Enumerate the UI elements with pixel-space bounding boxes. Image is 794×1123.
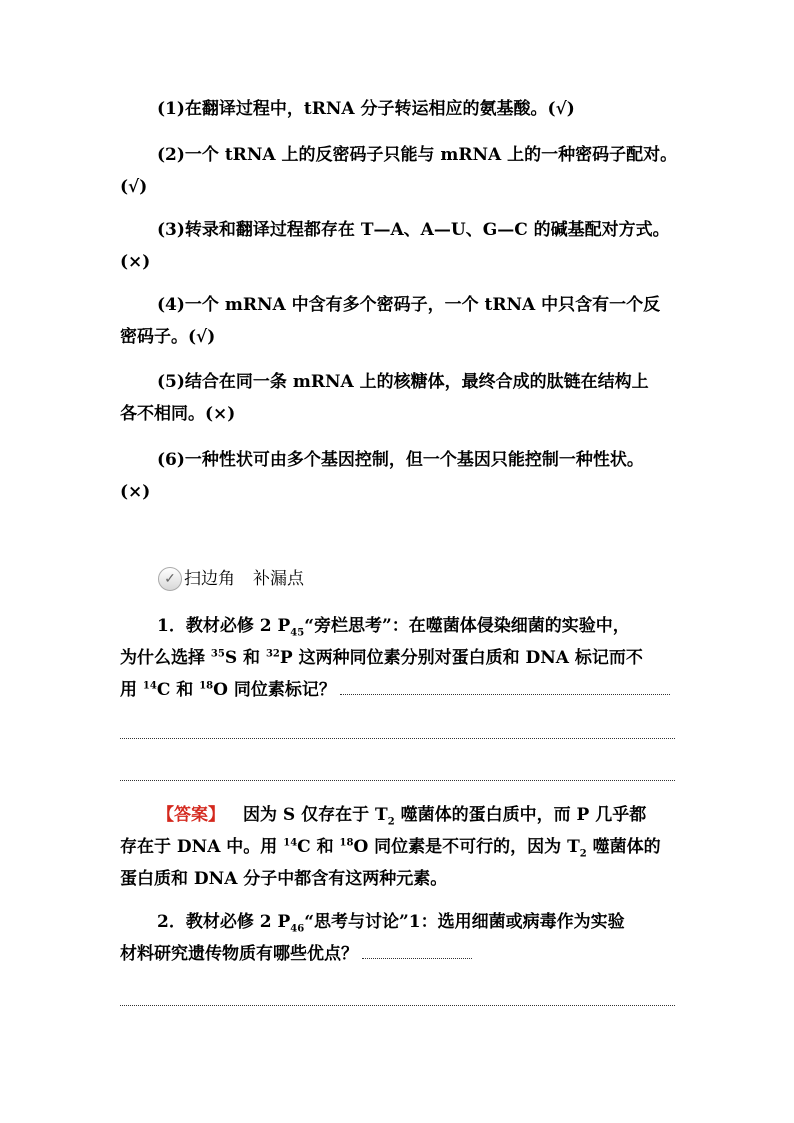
answer-line-3: 蛋白质和 DNA 分子中都含有这两种元素。 <box>120 869 448 889</box>
question-1-line-1: 1．教材必修 2 $P_{45}“$旁栏思考”：在噬菌体侵染细菌的实验中， <box>157 616 630 639</box>
section-heading <box>158 565 304 593</box>
judgment-2 <box>120 139 680 203</box>
answer-block <box>120 799 680 895</box>
answer-blank-2[interactable] <box>120 738 675 739</box>
answer-blank-1[interactable] <box>340 693 670 695</box>
answer-line-1: 【答案】 因为 S 仅存在于 $T_2$ 噬菌体的蛋白质中，而 P 几乎都 <box>157 805 647 828</box>
check-icon: ✓ <box>158 567 182 591</box>
answer-label: 【答案】 <box>157 805 225 825</box>
judgment-4 <box>120 289 680 353</box>
judgment-2-line-2: (√) <box>120 177 148 197</box>
question-2 <box>120 906 680 970</box>
judgment-5 <box>120 366 680 430</box>
judgment-6 <box>120 444 680 508</box>
question-1-line-2: 为什么选择 $^{35}$S 和 $^{32}$P 这两种同位素分别对蛋白质和 DNA 标记而不 <box>120 648 643 668</box>
question-1 <box>120 610 680 706</box>
judgment-4-line-2: 密码子。(√) <box>120 327 216 347</box>
judgment-1-line-1: (1)在翻译过程中，tRNA 分子转运相应的氨基酸。(√) <box>157 99 575 119</box>
judgment-3-line-2: (×) <box>120 252 151 272</box>
judgment-6-line-1: (6)一种性状可由多个基因控制，但一个基因只能控制一种性状。 <box>157 450 644 470</box>
section-subtitle: 补漏点 <box>253 569 304 589</box>
judgment-3 <box>120 214 680 278</box>
judgment-5-line-2: 各不相同。(×) <box>120 404 236 424</box>
judgment-5-line-1: (5)结合在同一条 mRNA 上的核糖体，最终合成的肽链在结构上 <box>157 372 649 392</box>
question-2-line-1: 2．教材必修 2 $P_{46}“$思考与讨论”1：选用细菌或病毒作为实验 <box>157 912 625 935</box>
answer-blank-4[interactable] <box>362 957 472 959</box>
judgment-6-line-2: (×) <box>120 482 151 502</box>
answer-blank-5[interactable] <box>120 1005 675 1006</box>
judgment-2-line-1: (2)一个 tRNA 上的反密码子只能与 mRNA 上的一种密码子配对。 <box>157 145 678 165</box>
judgment-4-line-1: (4)一个 mRNA 中含有多个密码子，一个 tRNA 中只含有一个反 <box>157 295 661 315</box>
question-1-line-3: 用 $^{14}$C 和 $^{18}$O 同位素标记？ <box>120 674 680 706</box>
answer-blank-3[interactable] <box>120 780 675 781</box>
judgment-1 <box>120 93 680 125</box>
question-2-line-2: 材料研究遗传物质有哪些优点？ <box>120 938 680 970</box>
answer-line-2: 存在于 DNA 中。用 $^{14}$C 和 $^{18}$O 同位素是不可行的，因为 $T_2$ 噬菌体的 <box>120 837 661 860</box>
judgment-3-line-1: (3)转录和翻译过程都存在 T—A、A—U、G—C 的碱基配对方式。 <box>157 220 670 240</box>
section-title: 扫边角 <box>184 569 235 589</box>
